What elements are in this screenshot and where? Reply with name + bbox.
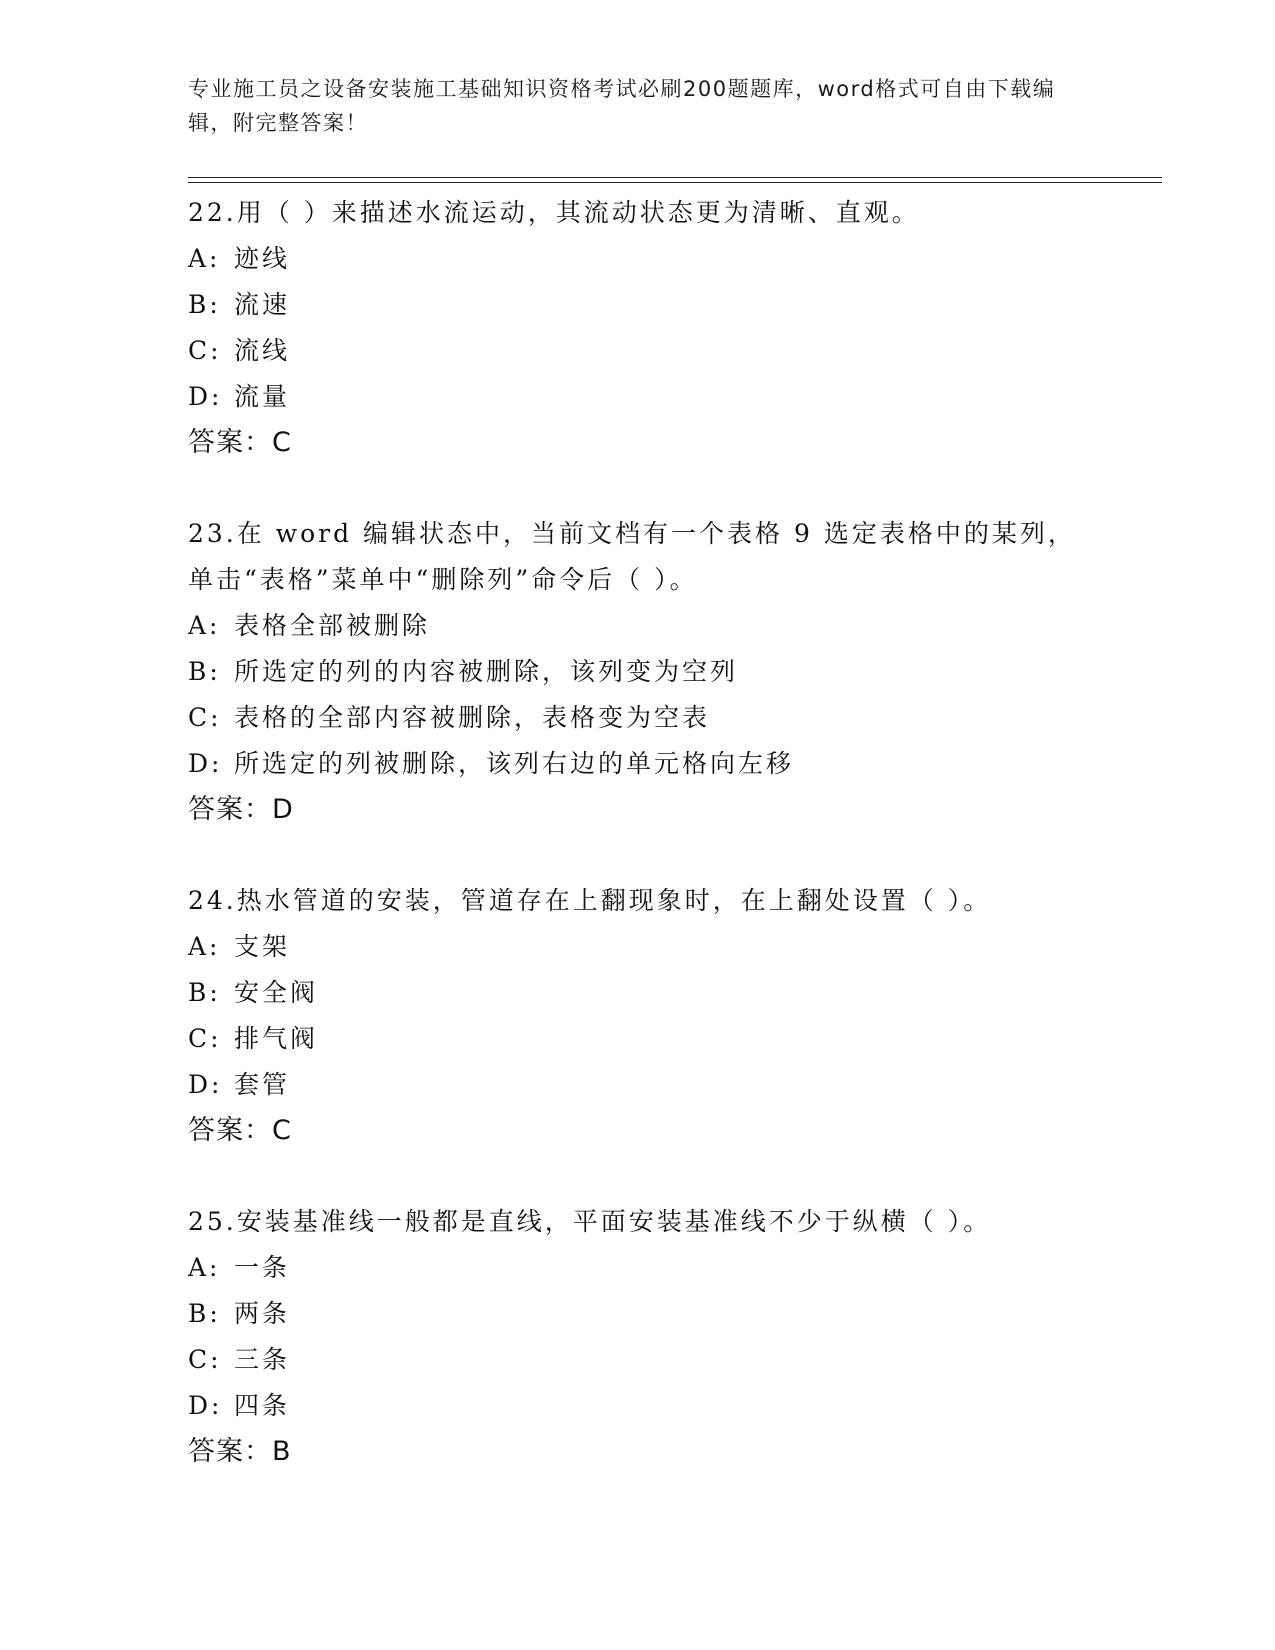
- option-text: 四条: [234, 1391, 291, 1420]
- answer-value: C: [272, 427, 292, 458]
- answer-line: [188, 1108, 1168, 1154]
- option-a: [188, 603, 1168, 649]
- option-text: 安全阀: [234, 978, 319, 1007]
- option-text: 流线: [234, 336, 291, 365]
- option-key: D:: [188, 749, 223, 778]
- header-divider-bottom: [188, 182, 1162, 183]
- option-c: [188, 1337, 1168, 1383]
- option-key: B:: [188, 290, 221, 319]
- option-text: 支架: [234, 932, 291, 961]
- option-text: 一条: [234, 1253, 291, 1282]
- option-b: [188, 649, 1168, 695]
- option-text: 三条: [234, 1345, 291, 1374]
- option-c: [188, 328, 1168, 374]
- option-a: [188, 1245, 1168, 1291]
- header-divider-top: [188, 177, 1162, 178]
- answer-label: 答案：: [188, 794, 272, 825]
- document-header: [188, 72, 1078, 140]
- answer-value: B: [272, 1436, 292, 1467]
- option-key: C:: [188, 1024, 222, 1053]
- option-key: A:: [188, 1253, 221, 1282]
- option-b: [188, 282, 1168, 328]
- option-d: [188, 1383, 1168, 1429]
- option-key: B:: [188, 657, 221, 686]
- option-key: A:: [188, 611, 221, 640]
- option-text: 套管: [234, 1070, 291, 1099]
- answer-line: [188, 1429, 1168, 1475]
- option-text: 表格全部被删除: [234, 611, 431, 640]
- option-text: 排气阀: [234, 1024, 319, 1053]
- question-stem: 23.在 word 编辑状态中，当前文档有一个表格 9 选定表格中的某列，: [188, 519, 1076, 548]
- question-25: [188, 1199, 1168, 1475]
- question-23: [188, 511, 1168, 833]
- option-text: 流速: [234, 290, 291, 319]
- question-stem: 22.用（ ）来描述水流运动，其流动状态更为清晰、直观。: [188, 198, 920, 227]
- answer-line: [188, 787, 1168, 833]
- option-text: 所选定的列被删除，该列右边的单元格向左移: [234, 749, 795, 778]
- question-stem: 24.热水管道的安装，管道存在上翻现象时，在上翻处设置（ ）。: [188, 886, 992, 915]
- option-key: A:: [188, 932, 221, 961]
- answer-line: [188, 420, 1168, 466]
- option-key: D:: [188, 1070, 223, 1099]
- option-text: 所选定的列的内容被删除，该列变为空列: [234, 657, 739, 686]
- option-text: 两条: [234, 1299, 291, 1328]
- option-b: [188, 1291, 1168, 1337]
- option-c: [188, 1016, 1168, 1062]
- option-key: A:: [188, 244, 221, 273]
- option-b: [188, 970, 1168, 1016]
- question-stem: 25.安装基准线一般都是直线，平面安装基准线不少于纵横（ ）。: [188, 1207, 992, 1236]
- question-list: [188, 190, 1168, 1475]
- option-d: [188, 741, 1168, 787]
- question-24: [188, 878, 1168, 1154]
- option-d: [188, 1062, 1168, 1108]
- answer-label: 答案：: [188, 1115, 272, 1146]
- option-a: [188, 924, 1168, 970]
- option-a: [188, 236, 1168, 282]
- answer-label: 答案：: [188, 427, 272, 458]
- answer-value: D: [272, 794, 294, 825]
- answer-value: C: [272, 1115, 292, 1146]
- option-key: D:: [188, 1391, 223, 1420]
- option-key: B:: [188, 1299, 221, 1328]
- option-text: 表格的全部内容被删除，表格变为空表: [234, 703, 711, 732]
- option-key: B:: [188, 978, 221, 1007]
- option-key: C:: [188, 1345, 222, 1374]
- question-stem-continued: 单击“表格”菜单中“删除列”命令后（ ）。: [188, 565, 698, 594]
- option-text: 流量: [234, 382, 291, 411]
- document-title: 专业施工员之设备安装施工基础知识资格考试必刷200题题库，word格式可自由下载编辑，附完整答案！: [188, 77, 1056, 135]
- option-key: C:: [188, 703, 222, 732]
- question-22: [188, 190, 1168, 466]
- option-key: D:: [188, 382, 223, 411]
- option-text: 迹线: [234, 244, 291, 273]
- answer-label: 答案：: [188, 1436, 272, 1467]
- option-c: [188, 695, 1168, 741]
- option-key: C:: [188, 336, 222, 365]
- option-d: [188, 374, 1168, 420]
